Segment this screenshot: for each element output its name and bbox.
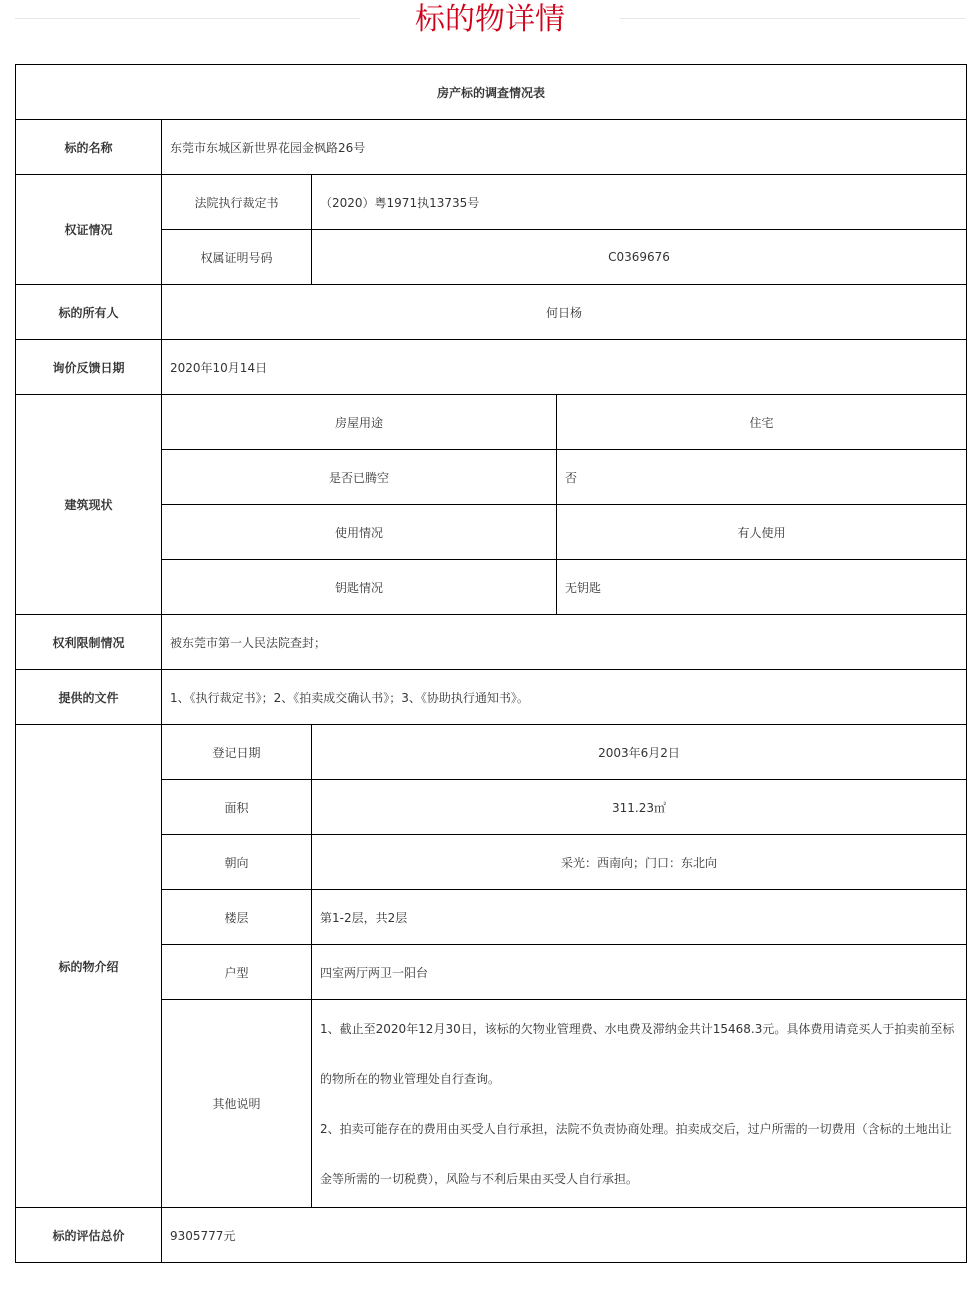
table-row — [16, 285, 967, 340]
row-value-documents: 1、《执行裁定书》；2、《拍卖成交确认书》；3、《协助执行通知书》。 — [162, 670, 967, 725]
intro-reg-value: 2003年6月2日 — [312, 725, 967, 780]
intro-orientation-label: 朝向 — [162, 835, 312, 890]
row-label-cert: 权证情况 — [16, 175, 162, 285]
intro-layout-label: 户型 — [162, 945, 312, 1000]
table-row — [16, 120, 967, 175]
property-survey-table — [15, 64, 967, 1263]
header-divider-right — [620, 18, 965, 19]
intro-area-label: 面积 — [162, 780, 312, 835]
intro-layout-value: 四室两厅两卫一阳台 — [312, 945, 967, 1000]
row-value-inquiry: 2020年10月14日 — [162, 340, 967, 395]
row-label-valuation: 标的评估总价 — [16, 1208, 162, 1263]
row-value-restriction: 被东莞市第一人民法院查封； — [162, 615, 967, 670]
cert-court-value: （2020）粤1971执13735号 — [312, 175, 967, 230]
row-label-inquiry: 询价反馈日期 — [16, 340, 162, 395]
table-caption: 房产标的调查情况表 — [16, 65, 967, 120]
table-row — [16, 395, 967, 450]
intro-floor-label: 楼层 — [162, 890, 312, 945]
table-row — [16, 670, 967, 725]
building-vacated-value: 否 — [557, 450, 967, 505]
intro-orientation-value: 采光：西南向；门口：东北向 — [312, 835, 967, 890]
intro-other-label: 其他说明 — [162, 1000, 312, 1208]
building-usage-label: 房屋用途 — [162, 395, 557, 450]
row-label-owner: 标的所有人 — [16, 285, 162, 340]
table-row — [16, 175, 967, 230]
building-vacated-label: 是否已腾空 — [162, 450, 557, 505]
intro-reg-label: 登记日期 — [162, 725, 312, 780]
row-value-valuation: 9305777元 — [162, 1208, 967, 1263]
row-label-restriction: 权利限制情况 — [16, 615, 162, 670]
row-label-name: 标的名称 — [16, 120, 162, 175]
building-keys-value: 无钥匙 — [557, 560, 967, 615]
intro-other-paragraph-2: 2、拍卖可能存在的费用由买受人自行承担，法院不负责协商处理。拍卖成交后，过户所需的一切费用（含标的土地出让金等所需的一切税费），风险与不利后果由买受人自行承担。 — [320, 1121, 952, 1186]
cert-ownership-label: 权属证明号码 — [162, 230, 312, 285]
table-row — [16, 340, 967, 395]
building-usage-value: 住宅 — [557, 395, 967, 450]
intro-other-paragraph-1: 1、截止至2020年12月30日，该标的欠物业管理费、水电费及滞纳金共计15468.3元。具体费用请竞买人于拍卖前至标的物所在的物业管理处自行查询。 — [320, 1021, 955, 1086]
building-keys-label: 钥匙情况 — [162, 560, 557, 615]
row-value-name: 东莞市东城区新世界花园金枫路26号 — [162, 120, 967, 175]
row-label-building: 建筑现状 — [16, 395, 162, 615]
row-value-owner: 何日杨 — [162, 285, 967, 340]
table-row — [16, 615, 967, 670]
table-row — [16, 1208, 967, 1263]
table-row — [16, 65, 967, 120]
building-occupancy-value: 有人使用 — [557, 505, 967, 560]
cert-ownership-value: C0369676 — [312, 230, 967, 285]
header-divider-left — [15, 18, 360, 19]
section-header — [0, 0, 979, 40]
building-occupancy-label: 使用情况 — [162, 505, 557, 560]
intro-floor-value: 第1-2层，共2层 — [312, 890, 967, 945]
table-row — [16, 725, 967, 780]
cert-court-label: 法院执行裁定书 — [162, 175, 312, 230]
row-label-intro: 标的物介绍 — [16, 725, 162, 1208]
row-label-documents: 提供的文件 — [16, 670, 162, 725]
intro-area-value: 311.23㎡ — [312, 780, 967, 835]
page-title: 标的物详情 — [415, 2, 565, 37]
intro-other-value — [312, 1000, 967, 1208]
